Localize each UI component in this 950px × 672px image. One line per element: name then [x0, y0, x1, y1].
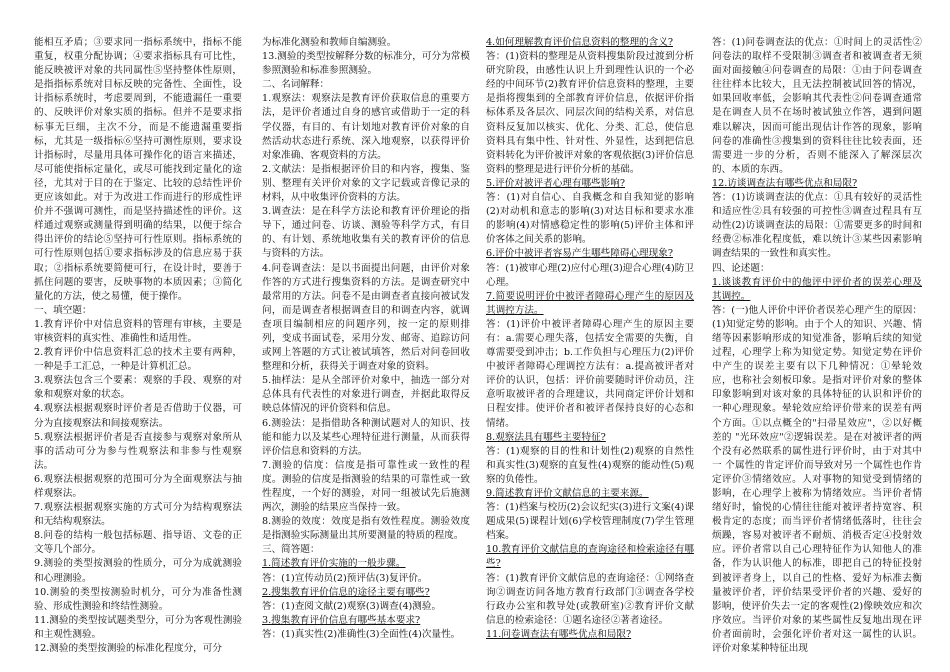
paragraph: 1.观察法：观察法是教育评价获取信息的重要方法，是评价者通过自身的感官或借助于一定的科学仪器，有目的、有计划地对教育评价对象的自然活动状态进行系统、深入地观察，以获得评价对象准确、客观资料的方法。 — [262, 93, 470, 161]
paragraph: 答：(1)查阅文献(2)观察(3)调查(4)测验。 — [262, 600, 442, 612]
paragraph: 能相互矛盾；③要求同一指标系统中，指标不能重复，权重分配协调；④要求指标具有可比性，能反映被评对象的共同属性⑤坚持整体性原则，是指指标系统对目标反映的完备性、全面性，设计指标系统时，考虑要周到，不能遗漏任一重要的、反映评价对象实质的指标。但并不是要求指标事无巨细，主次不分，而是不能遗漏重要指标，尤其是一级指标⑥坚持可测性原则，要求设计指标时，尽量用具体可操作化的语言来描述，尽可能使指标定量化，或尽可能找到定量化的途径，尤其对于目的在于鉴定、比较的总结性评价更应该如此。对于为改进工作而进行的形成性评价并不强调可测性，而是坚持描述性的评价。这样通过观察或测量得到明确的结果，以便于综合得出评价的结论⑤坚持可行性原则。指标系统的可行性原则包括①要求指标涉及的信息应易于获取；②指标系统要简便可行，在设计时，要善于抓住问题的要害，反映事物的本质因素；③简化量化的方法，使之易懂，便于操作。 — [34, 37, 242, 302]
paragraph: 5.抽样法：是从全部评价对象中，抽选一部分对总体具有代表性的对象进行调查，并据此取得反映总体情况的评价资料和信息。 — [262, 375, 470, 415]
paragraph: 3.观察法包含三个要素：观察的手段、观察的对象和观察对象的状态。 — [34, 375, 242, 401]
paragraph: 答：(1)问卷调查法的优点：①时间上的灵活性②问卷法的取样不受限制③调查者和被调查者无须面对面接触④问卷调查的局限：①由于问卷调查往往样本比较大，且无法控制被试回答的情况，如果回收率低，会影响其代表性②问卷调查通常是在调查人员不在场时被试独立作答，遇到问题难以解决，因而可能出现估计作答的现象，影响问卷的准确性③搜集到的资料往往比较表面，还需要进一步的分析，否则不能深入了解深层次的、本质的东西。 — [712, 37, 922, 175]
question-heading: 5.评价对被评者心理有哪些影响? — [486, 177, 626, 189]
paragraph: 3.调查法：是在科学方法论和教育评价理论的指导下，通过问卷、访谈、测验等科学方式，有目的、有计划、系统地收集有关的教育评价的信息与资料的方法。 — [262, 206, 470, 260]
question-heading: 4.如何理解教育评价信息资料的整理的含义? — [486, 37, 673, 48]
question-heading: 12.访谈调查法有哪些优点和局限? — [712, 177, 858, 189]
question-heading: 6.评价中被评者容易产生哪些障碍心理现象? — [486, 248, 673, 260]
paragraph: 答：(1)教育评价文献信息的查询途径：①网络查询②调查访问各地方教育行政部门③调查各学校行政办公室和教导处(或教研室)②教育评价文献信息的检索途径：①题名途径②著者途径。 — [486, 572, 694, 626]
paragraph: 答：(1)资料的整理是从资料搜集阶段过渡到分析研究阶段，由感性认识上升到理性认识的一个必经的中间环节(2)教育评价信息资料的整理，主要是指将搜集到的全部教育评价信息，依据评价指标体系及各层次、同层次间的结构关系，对信息资料反复加以核实、优化、分类、汇总，使信息资料具有集中性、针对性、外显性，达到把信息资料转化为评价被评对象的客观依据(3)评价信息资料的整理是进行评价分析的基础。 — [486, 51, 694, 175]
paragraph: 答：(1)评价中被评者障碍心理产生的原因主要有：a.需要心理失落，包括安全需要的失衡，自尊需要受到冲击；b.工作负担与心理压力(2)评价中被评者障碍心理调控方法有：a.提高被评者对评价的认识，包括：评价前要随时评价动员，注意听取被评者的合理建议，共同商定评价计划和日程安排。使评价者和被评者保持良好的心态和情绪。 — [486, 318, 694, 429]
paragraph: 4.问卷调查法：是以书面提出问题，由评价对象作答的方式进行搜集资料的方法。是调查研究中最常用的方法。问卷不是由调查者直接向被试发问，而是调查者根据调查目的和调查内容，就调查项目编制相应的问题序列，按一定的原则排列，变成书面试卷，采用分发、邮寄、追踪访问或网上答题的方式让被试填答，然后对问卷回收整理和分析，获得关于调查对象的资料。 — [262, 262, 470, 373]
paragraph: 答：(1)观察的目的性和计划性(2)观察的自然性和真实性(3)观察的直复性(4)观察的能动性(5)观察的负倦性。 — [486, 445, 694, 485]
paragraph: 2.教育评价中信息资料汇总的技术主要有两种，一种是手工汇总，一种是计算机汇总。 — [34, 347, 242, 373]
question-heading: 10.教育评价文献信息的查询途径和检索途径有哪些? — [486, 544, 694, 570]
text-column-2 — [262, 36, 470, 666]
question-heading: 3.搜集教育评价信息有哪些基本要求? — [262, 614, 421, 626]
paragraph: 答：(1)访谈调查法的优点：①具有较好的灵活性和适应性②具有较强的可控性③调查过程具有互动性(2)访谈调查法的局限：①需要更多的时间和经费②标准化程度低，难以统计③某些因素影响调查结果的一致性和真实性。 — [712, 192, 922, 260]
paragraph: 答：(1)宣传动员(2)预评估(3)复评价。 — [262, 572, 428, 584]
paragraph: 5.观察法根据评价者是否直接参与观察对象所从事的活动可分为参与性观察法和非参与性观察法。 — [34, 431, 242, 471]
paragraph: 四、论述题： — [712, 262, 770, 274]
paragraph: 8.测验的效度：效度是指有效性程度。测验效度是指测验实际测量出其所要测量的特质的程度。 — [262, 516, 470, 542]
question-heading: 1.谈谈教育评价中的他评中评价者的误差心理及其调控。 — [712, 276, 922, 302]
paragraph: 三、简答题： — [262, 544, 320, 556]
paragraph: 10.测验的类型按测验时机分，可分为准备性测验、形成性测验和终结性测验。 — [34, 586, 242, 612]
paragraph: 答：(1)档案与校历(2)会议纪实(3)进行文案(4)课题成果(5)课程计划(6)学校管理制度(7)学生管理档案。 — [486, 502, 694, 542]
paragraph: 7.测验的信度：信度是指可靠性或一致性的程度。测验的信度是指测验的结果的可靠性或一致性程度，一个好的测验，对同一组被试先后施测两次，测验的结果应当保持一致。 — [262, 459, 470, 514]
text-column-4 — [712, 36, 922, 666]
question-heading: 7.简要说明评价中被评者障碍心理产生的原因及其调控方法。 — [486, 290, 694, 316]
paragraph: 6.观察法根据观察的范围可分为全面观察法与抽样观察法。 — [34, 473, 242, 499]
paragraph: 答：(一)他人评价中评价者误差心理产生的原因：(1)知觉定势的影响。由于个人的知识、兴趣、情绪等因素影响形成的知觉准备，影响后续的知觉过程，心理学上称为知觉定势。知觉定势在评价中产生的误差主要有以下几种情况：①晕轮效应，也称社会刻板印象。是指对评价对象的整体印象影响到对该对象的具体特征的认识和评价的一种心理现象。晕轮效应给评价带来的误差有两个方面。①以点概全的"扫帚星效应"，②以好概差的 "光环效应"②逻辑误差。是在对被评者的两个没有必然联系的属性进行评价时，由于对其中一 个属性的肯定评价而导致对另一个属性也作肯定评价③情绪效应。人对事物的知觉受到情绪的影响，在心理学上被称为情绪效应。当评价者情绪好时，愉悦的心情往往能对被评者持宽容、积极肯定的态度；而当评价者情绪低落时，往往会烦躁，容易对被评者不耐烦、消极否定④投射效应。评价者常以自己心理特征作为认知他人的准备，作为认识他人的标准，即把自己的特征投射到被评者身上，以自己的性格、爱好为标准去衡量被评价者，评价结果受评价者的兴趣、爱好的影响，使评价失去一定的客观性(2)像映效应和次序效应。当评价对象的某些属性反复地出现在评价者面前时，会强化评价者对这一属性的认识。评价对象某种特征出现 — [712, 304, 922, 655]
text-column-1 — [34, 36, 242, 666]
paragraph: 2.文献法：是指根据评价目的和内容，搜集、鉴别、整理有关评价对象的文字记载或音像记录的材料，从中收集评价资料的方法。 — [262, 163, 470, 204]
paragraph: 4.观察法根据观察时评价者是否借助于仪器，可分为直接观察法和间接观察法。 — [34, 403, 242, 429]
question-heading: 2.搜集教育评价信息的途径主要有哪些? — [262, 586, 430, 598]
paragraph: 11.测验的类型按试题类型分，可分为客观性测验和主观性测验。 — [34, 614, 242, 640]
question-heading: 11.问卷调查法有哪些优点和局限? — [486, 628, 632, 640]
paragraph: 9.测验的类型按测验的性质分，可分为成就测验和心理测验。 — [34, 558, 242, 584]
text-column-3 — [486, 36, 694, 666]
paragraph: 7.观察法根据观察实施的方式可分为结构观察法和无结构观察法。 — [34, 502, 242, 528]
paragraph: 答：(1)对自信心、自我概念和自我知觉的影响(2)对动机和意志的影响(3)对达目标和要求水准的影响(4)对情感稳定性的影响(5)评价主体和评价客体之间关系的影响。 — [486, 192, 694, 246]
question-heading: 8.观察法具有哪些主要特征? — [486, 431, 606, 443]
paragraph: 1.教育评价中对信息资料的管理有审核，主要是审核资料的真实性、准确性和适用性。 — [34, 318, 242, 344]
paragraph: 一、填空题： — [34, 304, 92, 316]
paragraph: 为标准化测验和教师自编测验。 — [262, 37, 397, 48]
paragraph: 12.测验的类型按测验的标准化程度分，可分 — [34, 643, 222, 655]
paragraph: 6.测验法：是指借助各种测试题对人的知识、技能和能力以及某些心理特征进行测量，从而获得评价信息和资料的方法。 — [262, 417, 470, 457]
paragraph: 二、名词解释： — [262, 79, 330, 91]
paragraph: 答：(1)被审心理(2)应付心理(3)迎合心理(4)防卫心理。 — [486, 262, 694, 288]
paragraph: 答：(1)真实性(2)准确性(3)全面性(4)次量性。 — [262, 628, 461, 640]
question-heading: 1.简述教育评价实施的一般步骤。 — [262, 558, 406, 570]
question-heading: 9.简述教育评价文献信息的主要来源。 — [486, 488, 649, 499]
paragraph: 8.问卷的结构一般包括标题、指导语、文卷的正文等几个部分。 — [34, 530, 242, 556]
paragraph: 13.测验的类型按解释分数的标准分，可分为常模参照测验和标准参照测验。 — [262, 51, 470, 77]
